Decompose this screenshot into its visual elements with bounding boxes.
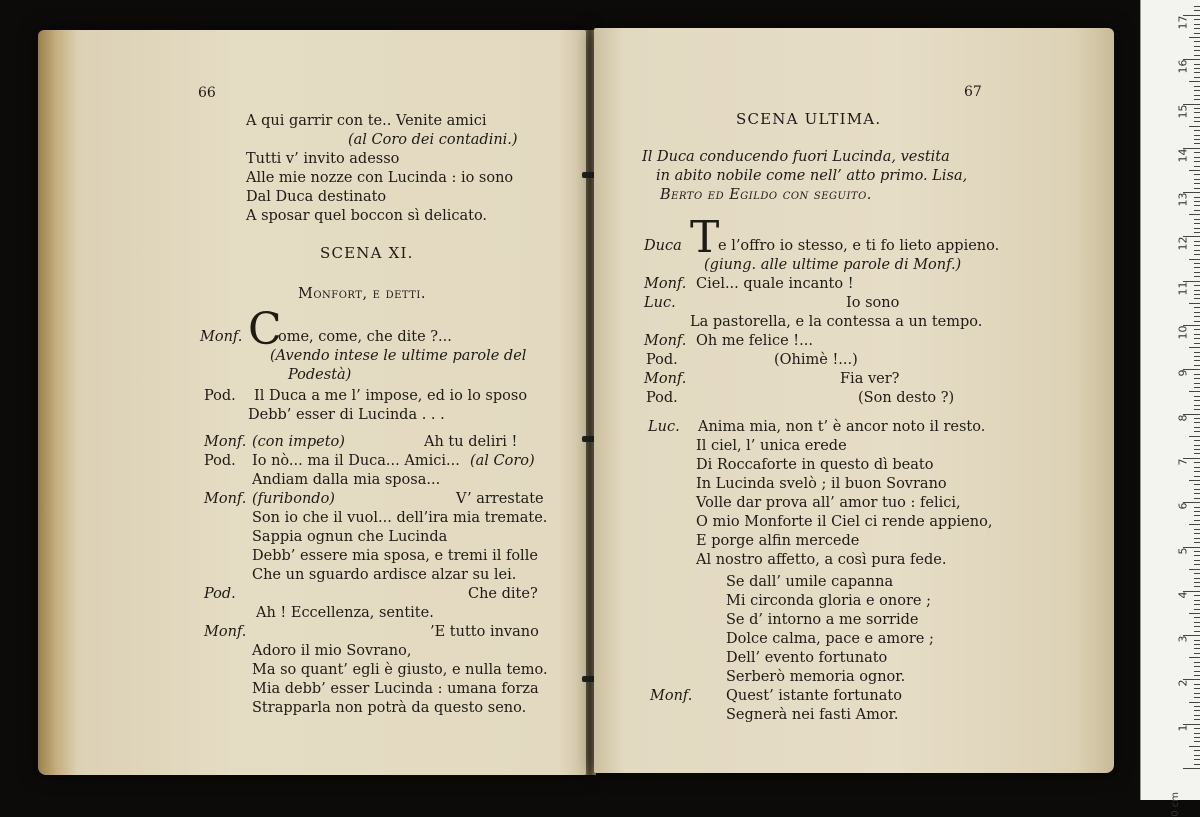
- verse-line: Tutti v’ invito adesso: [246, 151, 400, 167]
- ruler-tick: [1194, 272, 1200, 273]
- ruler-tick: [1194, 476, 1200, 477]
- ruler-tick: [1194, 263, 1200, 264]
- ruler-tick: [1194, 529, 1200, 530]
- speaker-label: Monf.: [204, 491, 247, 507]
- verse-line: Dolce calma, pace e amore ;: [726, 631, 934, 647]
- ruler-tick: [1194, 117, 1200, 118]
- ruler-unit-label: 0 cm: [1170, 792, 1181, 817]
- ruler-tick: [1194, 405, 1200, 406]
- ruler-tick: [1194, 564, 1200, 565]
- ruler-number: 8: [1176, 414, 1190, 422]
- ruler-tick: [1194, 644, 1200, 645]
- ruler-tick: [1194, 710, 1200, 711]
- dialogue-line: Che dite?: [468, 586, 538, 602]
- dialogue-line: Ciel... quale incanto !: [696, 276, 854, 292]
- ruler-tick: [1194, 334, 1200, 335]
- ruler-tick: [1194, 467, 1200, 468]
- ruler-number: 10: [1176, 325, 1190, 340]
- stage-direction: (al Coro): [470, 453, 535, 469]
- ruler-tick: [1194, 210, 1200, 211]
- stage-direction: Il Duca conducendo fuori Lucinda, vestita: [642, 149, 950, 165]
- verse-line: A qui garrir con te.. Venite amici: [246, 113, 487, 129]
- ruler-tick: [1194, 316, 1200, 317]
- stage-direction: Podestà): [288, 367, 352, 383]
- ruler-tick: [1194, 55, 1200, 56]
- ruler-tick: [1194, 431, 1200, 432]
- ruler-tick: [1194, 573, 1200, 574]
- ruler-tick: [1194, 409, 1200, 410]
- ruler-tick: [1183, 768, 1200, 769]
- ruler-number: 16: [1176, 59, 1190, 74]
- ruler-tick: [1194, 121, 1200, 122]
- ruler-tick: [1194, 130, 1200, 131]
- ruler-number: 9: [1176, 369, 1190, 377]
- ruler-tick: [1194, 174, 1200, 175]
- dialogue-line: V’ arrestate: [456, 491, 544, 507]
- ruler-tick: [1189, 347, 1200, 348]
- dialogue-line: La pastorella, e la contessa a un tempo.: [690, 314, 983, 330]
- ruler-tick: [1194, 374, 1200, 375]
- ruler-tick: [1194, 50, 1200, 51]
- ruler-number: 6: [1176, 502, 1190, 510]
- ruler-tick: [1194, 188, 1200, 189]
- stage-direction: Berto ed Egildo con seguito.: [660, 187, 872, 203]
- ruler-tick: [1194, 697, 1200, 698]
- ruler-tick: [1194, 99, 1200, 100]
- ruler-tick: [1194, 555, 1200, 556]
- ruler-number: 17: [1176, 15, 1190, 30]
- dialogue-line: (Son desto ?): [858, 390, 955, 406]
- ruler-tick: [1194, 693, 1200, 694]
- speaker-label: Pod.: [646, 352, 678, 368]
- ruler-tick: [1189, 613, 1200, 614]
- ruler-tick: [1194, 759, 1200, 760]
- ruler-tick: [1194, 219, 1200, 220]
- dialogue-line: Io sono: [846, 295, 900, 311]
- ruler-tick: [1194, 360, 1200, 361]
- ruler-tick: [1194, 595, 1200, 596]
- stage-direction: (Avendo intese le ultime parole del: [270, 348, 527, 364]
- ruler-tick: [1194, 343, 1200, 344]
- ruler-tick: [1189, 126, 1200, 127]
- ruler-tick: [1194, 245, 1200, 246]
- ruler-tick: [1194, 365, 1200, 366]
- ruler-tick: [1189, 702, 1200, 703]
- ruler-tick: [1194, 135, 1200, 136]
- ruler-tick: [1194, 307, 1200, 308]
- ruler-tick: [1194, 706, 1200, 707]
- ruler-tick: [1194, 33, 1200, 34]
- speaker-label: Pod.: [204, 586, 236, 602]
- verse-line: Alle mie nozze con Lucinda : io sono: [246, 170, 514, 186]
- speaker-label: Luc.: [648, 419, 680, 435]
- ruler-tick: [1194, 352, 1200, 353]
- ruler-number: 2: [1176, 679, 1190, 687]
- dialogue-line: Ah tu deliri !: [424, 434, 518, 450]
- page-number-left: 66: [198, 85, 216, 101]
- ruler-tick: [1194, 396, 1200, 397]
- ruler-number: 1: [1176, 724, 1190, 732]
- ruler-tick: [1194, 764, 1200, 765]
- ruler-tick: [1194, 197, 1200, 198]
- ruler-tick: [1194, 449, 1200, 450]
- ruler-tick: [1194, 560, 1200, 561]
- ruler-tick: [1194, 684, 1200, 685]
- ruler-tick: [1194, 387, 1200, 388]
- ruler-tick: [1194, 538, 1200, 539]
- stage-direction: (furibondo): [252, 491, 335, 507]
- ruler-tick: [1194, 507, 1200, 508]
- stage-direction: (giung. alle ultime parole di Monf.): [704, 257, 962, 273]
- ruler-tick: [1189, 37, 1200, 38]
- ruler-tick: [1194, 24, 1200, 25]
- page-number-right: 67: [964, 84, 982, 100]
- ruler-tick: [1194, 41, 1200, 42]
- ruler-tick: [1194, 400, 1200, 401]
- dialogue-line: Ma so quant’ egli è giusto, e nulla temo.: [252, 662, 548, 678]
- ruler-tick: [1194, 631, 1200, 632]
- dialogue-line: Adoro il mio Sovrano,: [252, 643, 412, 659]
- dialogue-line: Sappia ognun che Lucinda: [252, 529, 448, 545]
- ruler-tick: [1194, 143, 1200, 144]
- ruler-tick: [1194, 648, 1200, 649]
- ruler-tick: [1194, 19, 1200, 20]
- ruler-tick: [1194, 152, 1200, 153]
- ruler-tick: [1194, 688, 1200, 689]
- dialogue-line: Oh me felice !...: [696, 333, 813, 349]
- left-page: [38, 30, 586, 775]
- stage-direction: in abito nobile come nell’ atto primo. Lisa,: [656, 168, 968, 184]
- ruler-tick: [1189, 657, 1200, 658]
- drop-cap: T: [690, 212, 720, 263]
- ruler-tick: [1194, 427, 1200, 428]
- ruler-tick: [1194, 671, 1200, 672]
- verse-line: Quest’ istante fortunato: [726, 688, 902, 704]
- speaker-label: Monf.: [644, 333, 687, 349]
- dialogue-line: Son io che il vuol... dell’ira mia tremate.: [252, 510, 548, 526]
- ruler-tick: [1189, 303, 1200, 304]
- dialogue-line: Volle dar prova all’ amor tuo : felici,: [696, 495, 961, 511]
- ruler-tick: [1194, 498, 1200, 499]
- verse-line: Dal Duca destinato: [246, 189, 387, 205]
- dialogue-line: ’E tutto invano: [430, 624, 539, 640]
- ruler-tick: [1194, 64, 1200, 65]
- ruler-number: 7: [1176, 458, 1190, 466]
- measuring-ruler: [1140, 0, 1200, 817]
- ruler-tick: [1194, 666, 1200, 667]
- ruler-tick: [1194, 329, 1200, 330]
- dialogue-line: (Ohimè !...): [774, 352, 858, 368]
- ruler-tick: [1189, 569, 1200, 570]
- verse-line: Dell’ evento fortunato: [726, 650, 888, 666]
- ruler-tick: [1194, 719, 1200, 720]
- ruler-tick: [1194, 737, 1200, 738]
- ruler-tick: [1194, 157, 1200, 158]
- ruler-tick: [1189, 259, 1200, 260]
- ruler-tick: [1194, 462, 1200, 463]
- speaker-label: Duca: [644, 238, 682, 254]
- ruler-tick: [1189, 170, 1200, 171]
- ruler-tick: [1194, 471, 1200, 472]
- ruler-tick: [1194, 604, 1200, 605]
- scene-heading: SCENA ULTIMA.: [736, 110, 882, 128]
- ruler-tick: [1189, 524, 1200, 525]
- dialogue-line: Andiam dalla mia sposa...: [252, 472, 441, 488]
- dialogue-line: Debb’ essere mia sposa, e tremi il folle: [252, 548, 538, 564]
- ruler-tick: [1194, 542, 1200, 543]
- ruler-tick: [1194, 28, 1200, 29]
- ruler-tick: [1194, 228, 1200, 229]
- ruler-tick: [1194, 254, 1200, 255]
- ruler-tick: [1194, 241, 1200, 242]
- ruler-tick: [1194, 383, 1200, 384]
- dialogue-line: Anima mia, non t’ è ancor noto il resto.: [698, 419, 986, 435]
- ruler-tick: [1194, 232, 1200, 233]
- ruler-tick: [1194, 108, 1200, 109]
- ruler-tick: [1194, 95, 1200, 96]
- ruler-tick: [1194, 201, 1200, 202]
- dialogue-line: Strapparla non potrà da questo seno.: [252, 700, 527, 716]
- ruler-tick: [1194, 755, 1200, 756]
- ruler-tick: [1194, 489, 1200, 490]
- ruler-number: 11: [1176, 281, 1190, 296]
- dialogue-line: e l’offro io stesso, e ti fo lieto appieno.: [718, 238, 1000, 254]
- ruler-tick: [1194, 750, 1200, 751]
- dialogue-line: Io nò... ma il Duca... Amici...: [252, 453, 460, 469]
- ruler-tick: [1194, 179, 1200, 180]
- ruler-tick: [1194, 586, 1200, 587]
- ruler-tick: [1194, 422, 1200, 423]
- ruler-tick: [1194, 356, 1200, 357]
- dialogue-line: ome, come, che dite ?...: [278, 329, 452, 345]
- ruler-tick: [1194, 551, 1200, 552]
- ruler-tick: [1194, 453, 1200, 454]
- ruler-tick: [1194, 183, 1200, 184]
- ruler-tick: [1194, 10, 1200, 11]
- speaker-label: Monf.: [204, 624, 247, 640]
- ruler-tick: [1194, 276, 1200, 277]
- ruler-number: 15: [1176, 104, 1190, 118]
- right-page: [594, 28, 1114, 773]
- ruler-number: 3: [1176, 635, 1190, 643]
- ruler-tick: [1194, 298, 1200, 299]
- verse-line: A sposar quel boccon sì delicato.: [246, 208, 488, 224]
- ruler-tick: [1194, 285, 1200, 286]
- ruler-tick: [1194, 484, 1200, 485]
- dialogue-line: Al nostro affetto, a così pura fede.: [696, 552, 947, 568]
- ruler-tick: [1194, 728, 1200, 729]
- stage-direction: (al Coro dei contadini.): [348, 132, 518, 148]
- ruler-tick: [1194, 617, 1200, 618]
- ruler-tick: [1194, 161, 1200, 162]
- ruler-tick: [1189, 480, 1200, 481]
- ruler-tick: [1194, 77, 1200, 78]
- dialogue-line: Debb’ esser di Lucinda . . .: [248, 407, 445, 423]
- verse-line: Se d’ intorno a me sorride: [726, 612, 919, 628]
- ruler-tick: [1194, 662, 1200, 663]
- ruler-tick: [1189, 81, 1200, 82]
- ruler-tick: [1194, 653, 1200, 654]
- speaker-label: Monf.: [644, 276, 687, 292]
- ruler-number: 13: [1176, 192, 1190, 207]
- ruler-tick: [1194, 582, 1200, 583]
- dialogue-line: Il ciel, l’ unica erede: [696, 438, 847, 454]
- ruler-tick: [1194, 440, 1200, 441]
- drop-cap: C: [248, 304, 282, 355]
- ruler-tick: [1194, 290, 1200, 291]
- ruler-tick: [1194, 626, 1200, 627]
- dialogue-line: Il Duca a me l’ impose, ed io lo sposo: [254, 388, 528, 404]
- ruler-tick: [1194, 493, 1200, 494]
- ruler-number: 4: [1176, 591, 1190, 599]
- ruler-tick: [1194, 338, 1200, 339]
- ruler-tick: [1194, 533, 1200, 534]
- ruler-tick: [1194, 733, 1200, 734]
- speaker-label: Monf.: [650, 688, 693, 704]
- ruler-tick: [1194, 6, 1200, 7]
- ruler-number: 5: [1176, 547, 1190, 554]
- speaker-label: Monf.: [200, 329, 243, 345]
- speaker-label: Monf.: [644, 371, 687, 387]
- ruler-tick: [1194, 90, 1200, 91]
- scene-characters: Monfort, e detti.: [298, 286, 426, 302]
- ruler-tick: [1194, 205, 1200, 206]
- ruler-tick: [1194, 445, 1200, 446]
- ruler-tick: [1194, 622, 1200, 623]
- ruler-tick: [1194, 267, 1200, 268]
- ruler-tick: [1194, 72, 1200, 73]
- ruler-tick: [1194, 515, 1200, 516]
- verse-line: Serberò memoria ognor.: [726, 669, 906, 685]
- dialogue-line: Mia debb’ esser Lucinda : umana forza: [252, 681, 539, 697]
- dialogue-line: Ah ! Eccellenza, sentite.: [256, 605, 434, 621]
- speaker-label: Pod.: [204, 453, 236, 469]
- verse-line: Segnerà nei fasti Amor.: [726, 707, 899, 723]
- dialogue-line: Fia ver?: [840, 371, 900, 387]
- ruler-tick: [1194, 640, 1200, 641]
- stage-direction: (con impeto): [252, 434, 345, 450]
- ruler-tick: [1194, 520, 1200, 521]
- ruler-tick: [1194, 378, 1200, 379]
- ruler-tick: [1194, 321, 1200, 322]
- ruler-tick: [1194, 46, 1200, 47]
- ruler-tick: [1194, 578, 1200, 579]
- ruler-tick: [1194, 86, 1200, 87]
- ruler-tick: [1194, 715, 1200, 716]
- speaker-label: Monf.: [204, 434, 247, 450]
- dialogue-line: Che un sguardo ardisce alzar su lei.: [252, 567, 517, 583]
- ruler-tick: [1194, 139, 1200, 140]
- ruler-tick: [1189, 214, 1200, 215]
- ruler-tick: [1189, 746, 1200, 747]
- dialogue-line: E porge alfin mercede: [696, 533, 860, 549]
- ruler-number: 12: [1176, 236, 1190, 251]
- verse-line: Se dall’ umile capanna: [726, 574, 894, 590]
- ruler-tick: [1194, 294, 1200, 295]
- ruler-tick: [1194, 112, 1200, 113]
- ruler-tick: [1189, 391, 1200, 392]
- ruler-tick: [1194, 250, 1200, 251]
- speaker-label: Luc.: [644, 295, 676, 311]
- ruler-tick: [1194, 600, 1200, 601]
- ruler-tick: [1194, 68, 1200, 69]
- ruler-tick: [1194, 418, 1200, 419]
- ruler-tick: [1194, 312, 1200, 313]
- ruler-tick: [1189, 436, 1200, 437]
- ruler-tick: [1194, 675, 1200, 676]
- ruler-tick: [1194, 223, 1200, 224]
- dialogue-line: In Lucinda svelò ; il buon Sovrano: [696, 476, 947, 492]
- ruler-number: 14: [1176, 148, 1190, 163]
- verse-line: Mi circonda gloria e onore ;: [726, 593, 931, 609]
- ruler-tick: [1194, 741, 1200, 742]
- dialogue-line: O mio Monforte il Ciel ci rende appieno,: [696, 514, 993, 530]
- ruler-tick: [1194, 609, 1200, 610]
- scene-heading: SCENA XI.: [320, 244, 414, 262]
- ruler-tick: [1194, 511, 1200, 512]
- dialogue-line: Di Roccaforte in questo dì beato: [696, 457, 934, 473]
- speaker-label: Pod.: [204, 388, 236, 404]
- ruler-tick: [1194, 166, 1200, 167]
- speaker-label: Pod.: [646, 390, 678, 406]
